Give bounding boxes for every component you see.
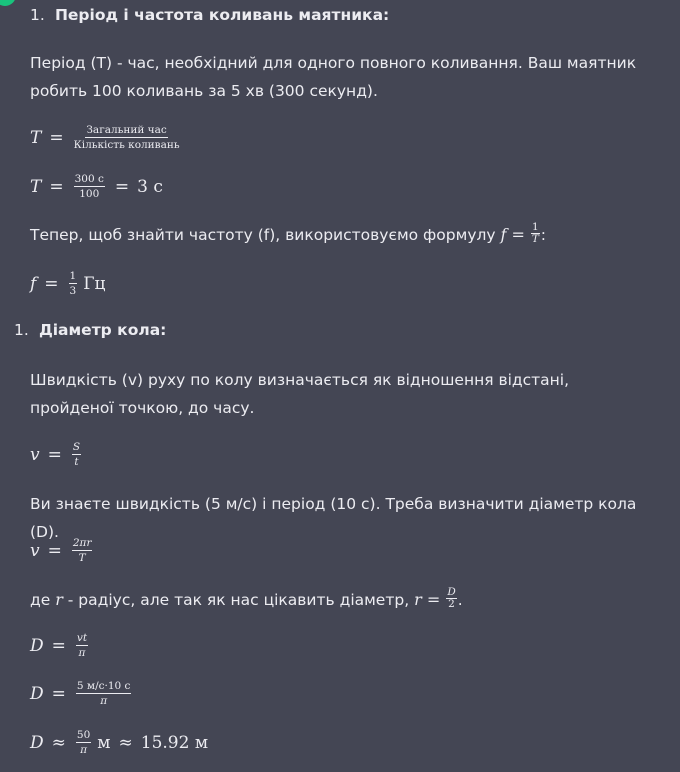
paragraph-radius: де r - радіус, але так як нас цікавить діаметр, r = $\frac{D}{2}$ . — [30, 586, 463, 610]
eq-lhs: T — [30, 127, 42, 148]
section-2-heading — [14, 321, 680, 339]
equation-speed-def: v = $\frac{S}{t}$ — [30, 441, 81, 468]
paragraph-speed: Швидкість (v) руху по колу визначається як відношення відстані, пройденої точкою, до часу. — [30, 371, 570, 417]
fraction: $\frac{300 с}{100}$ — [74, 173, 104, 200]
assistant-avatar-icon — [0, 0, 16, 6]
fraction: $\frac{50}{\pi}$ — [76, 729, 91, 756]
eq-result: 3 с — [137, 176, 163, 197]
list-number: 1. — [14, 321, 29, 339]
paragraph-period: Період (T) - час, необхідний для одного повного коливання. Ваш маятник робить 100 коливань за 5 хв (300 секунд). — [30, 54, 637, 100]
equation-speed-circle: v = $\frac{2\pi r}{T}$ — [30, 537, 92, 564]
section-title: Період і частота коливань маятника: — [54, 6, 390, 24]
paragraph-known-values: Ви знаєте швидкість (5 м/с) і період (10 с). Треба визначити діаметр кола (D). — [30, 495, 637, 541]
fraction: $\frac{vt}{\pi}$ — [76, 632, 88, 659]
section-1-heading — [30, 6, 680, 24]
equation-period-def: T = $\frac{\text{Загальний час}}{\text{Кількість коливань}}$ — [30, 124, 180, 151]
equation-diameter-result: D ≈ $\frac{50}{\pi}$ м ≈ 15.92 м — [30, 729, 209, 756]
equation-period-value: T = $\frac{300 с}{100}$ = 3 с — [30, 173, 163, 200]
unit-label: м — [97, 732, 111, 753]
equation-diameter-def: D = $\frac{vt}{\pi}$ — [30, 632, 88, 659]
list-number: 1. — [30, 6, 45, 24]
eq-result: 15.92 м — [140, 732, 209, 753]
fraction: $\frac{5 м/с\cdot 10 с}{\pi}$ — [76, 680, 131, 707]
paragraph-frequency: Тепер, щоб знайти частоту (f), використовуємо формулу f = $\frac{1}{T}$ : — [30, 221, 546, 245]
fraction: $\frac{\text{Загальний час}}{\text{Кількість коливань}}$ — [73, 124, 180, 151]
unit-label: Гц — [83, 273, 106, 294]
equation-diameter-sub: D = $\frac{5 м/с\cdot 10 с}{\pi}$ — [30, 680, 131, 707]
section-title: Діаметр кола: — [38, 321, 167, 339]
fraction: $\frac{1}{3}$ — [69, 270, 77, 297]
equation-frequency: f = $\frac{1}{3}$ Гц — [30, 270, 106, 297]
fraction: $\frac{S}{t}$ — [72, 441, 81, 468]
fraction: $\frac{2\pi r}{T}$ — [72, 537, 92, 564]
